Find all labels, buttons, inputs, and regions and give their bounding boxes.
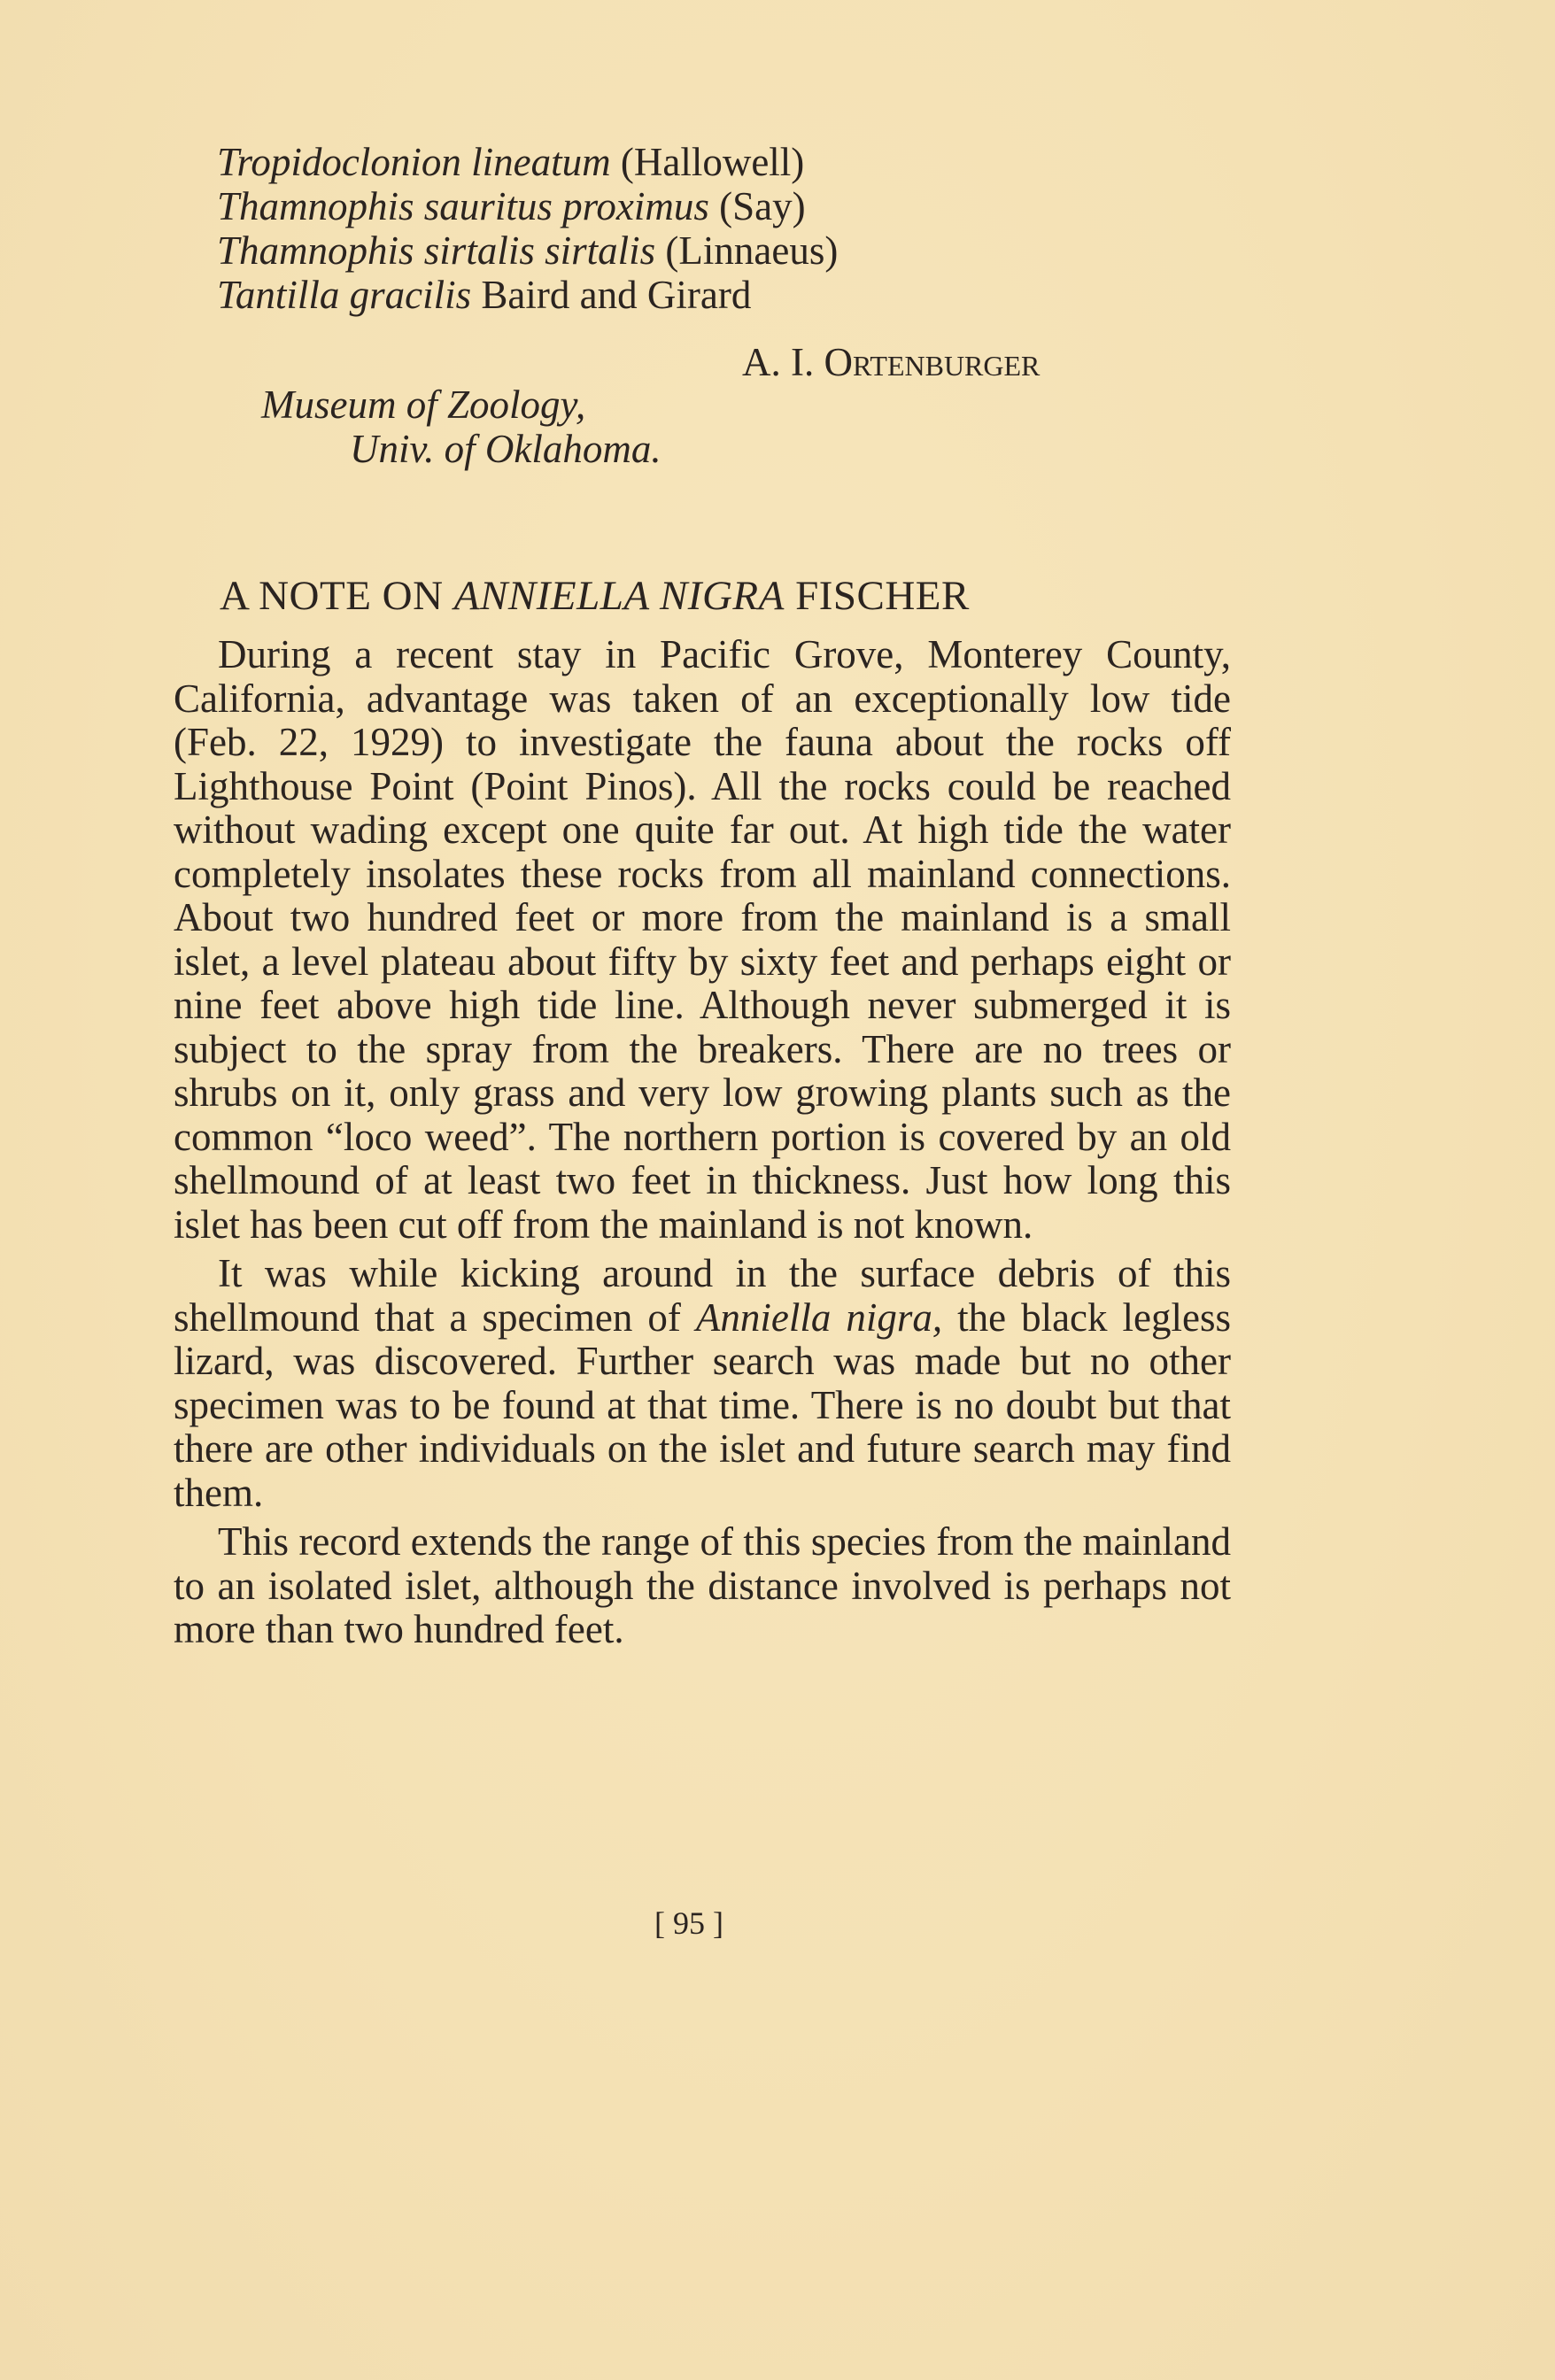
paragraph <box>174 1252 1231 1515</box>
title-prefix: A NOTE ON <box>220 573 444 619</box>
affiliation-line: Museum of Zoology, <box>261 382 586 427</box>
species-name: Thamnophis sirtalis sirtalis <box>217 228 656 273</box>
species-name: Tropidoclonion lineatum <box>217 140 611 184</box>
species-entry <box>217 184 838 228</box>
title-species: ANNIELLA NIGRA <box>453 573 785 619</box>
species-authority: (Hallowell) <box>620 140 805 184</box>
paragraph-text: the black legless lizard, was discovered. Further search was made but no other specimen was to be found at that time. There is no doubt but that there are other individuals on the islet and future search may find them. <box>174 1294 1231 1515</box>
paragraph: This record extends the range of this species from the mainland to an isolated islet, although the distance involved is perhaps not more than two hundred feet. <box>174 1519 1231 1651</box>
species-entry <box>217 228 838 273</box>
title-suffix: FISCHER <box>795 573 970 619</box>
article-title <box>220 571 970 621</box>
page-number: [ 95 ] <box>654 1905 723 1941</box>
species-authority: Baird and Girard <box>481 273 752 317</box>
author-surname: Ortenburger <box>824 340 1041 384</box>
species-entry <box>217 273 838 317</box>
affiliation-line: Univ. of Oklahoma. <box>350 427 661 471</box>
article-body <box>174 633 1231 1658</box>
species-reference: Anniella nigra, <box>695 1294 943 1340</box>
species-authority: (Linnaeus) <box>665 228 839 273</box>
author-affiliation <box>261 382 661 471</box>
species-name: Thamnophis sauritus proximus <box>217 184 709 228</box>
author-initials: A. I. <box>742 340 815 384</box>
species-entry <box>217 140 838 184</box>
species-name: Tantilla gracilis <box>217 273 472 317</box>
species-authority: (Say) <box>719 184 806 228</box>
paragraph: During a recent stay in Pacific Grove, Monterey County, California, advantage was taken of an exceptionally low tide (Feb. 22, 1929) to investigate the fauna about the rocks off Lighthouse Point (Point Pinos). All the rocks could be reached without wading except one quite far out. At high tide the water completely insolates these rocks from all mainland connections. About two hundred feet or more from the mainland is a small islet, a level plateau about fifty by sixty feet and perhaps eight or nine feet above high tide line. Although never submerged it is subject to the spray from the breakers. There are no trees or shrubs on it, only grass and very low growing plants such as the common “loco weed”. The northern portion is covered by an old shellmound of at least two feet in thickness. Just how long this islet has been cut off from the mainland is not known. <box>174 632 1231 1247</box>
author-signature <box>742 340 1040 384</box>
paragraph-text: It was while kicking around in the surface debris of this shellmound that a specimen of <box>174 1251 1231 1340</box>
species-list <box>217 140 838 317</box>
